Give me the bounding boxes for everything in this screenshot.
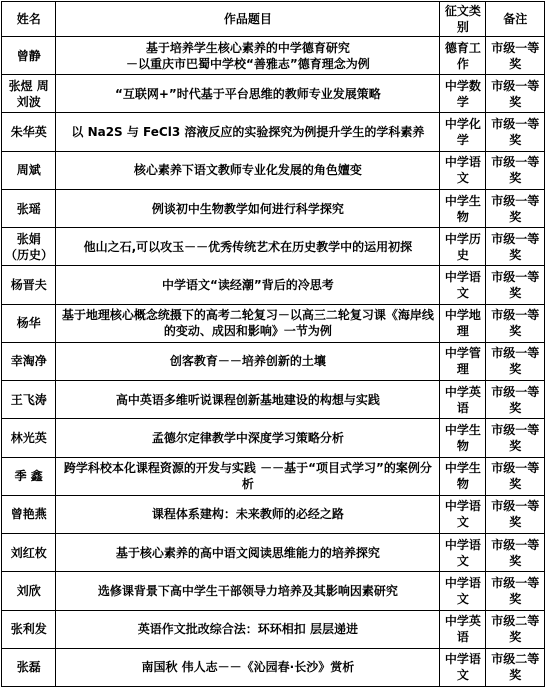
category-cell: 中学历史 [440,228,486,266]
header-row [2,2,545,37]
header-category: 征文类别 [440,2,486,37]
title-cell: 中学语文“读经潮”背后的冷思考 [56,266,440,304]
category-cell: 中学语文 [440,572,486,610]
author-cell: 季 鑫 [2,457,56,495]
award-cell: 市级一等奖 [486,381,545,419]
title-cell: 创客教育－－培养创新的土壤 [56,342,440,380]
table-row [2,189,545,227]
category-cell: 德育工作 [440,37,486,75]
author-cell: 王飞涛 [2,381,56,419]
category-cell: 中学语文 [440,648,486,686]
table-row [2,113,545,151]
author-cell: 张瑶 [2,189,56,227]
author-cell: 杨晋夫 [2,266,56,304]
author-cell: 杨华 [2,304,56,342]
author-cell: 刘红枚 [2,534,56,572]
award-cell: 市级一等奖 [486,189,545,227]
title-cell: 例谈初中生物教学如何进行科学探究 [56,189,440,227]
author-cell: 周斌 [2,151,56,189]
header-name: 姓名 [2,2,56,37]
table-row [2,304,545,342]
author-cell: 曾艳燕 [2,495,56,533]
title-cell: 孟德尔定律教学中深度学习策略分析 [56,419,440,457]
award-cell: 市级一等奖 [486,113,545,151]
award-cell: 市级一等奖 [486,572,545,610]
award-cell: 市级二等奖 [486,648,545,686]
category-cell: 中学地理 [440,304,486,342]
award-cell: 市级一等奖 [486,495,545,533]
title-cell: “互联网+”时代基于平台思维的教师专业发展策略 [56,75,440,113]
author-cell: 林光英 [2,419,56,457]
award-cell: 市级一等奖 [486,457,545,495]
header-title: 作品题目 [56,2,440,37]
table-row [2,495,545,533]
author-cell: 曾静 [2,37,56,75]
title-cell: 课程体系建构：未来教师的必经之路 [56,495,440,533]
author-cell: 张煜 周刘波 [2,75,56,113]
title-cell: 以 Na2S 与 FeCl3 溶液反应的实验探究为例提升学生的学科素养 [56,113,440,151]
title-cell: 跨学科校本化课程资源的开发与实践 －－基于“项目式学习”的案例分析 [56,457,440,495]
title-cell: 他山之石,可以攻玉－－优秀传统艺术在历史教学中的运用初探 [56,228,440,266]
category-cell: 中学语文 [440,151,486,189]
award-cell: 市级一等奖 [486,534,545,572]
title-cell: 基于地理核心概念统摄下的高考二轮复习－以高三二轮复习课《海岸线的变动、成因和影响》一节为例 [56,304,440,342]
category-cell: 中学英语 [440,381,486,419]
award-cell: 市级二等奖 [486,610,545,648]
table-row [2,572,545,610]
author-cell: 张磊 [2,648,56,686]
table-row [2,610,545,648]
author-cell: 张娟（历史） [2,228,56,266]
category-cell: 中学语文 [440,495,486,533]
table-row [2,419,545,457]
author-cell: 朱华英 [2,113,56,151]
award-cell: 市级一等奖 [486,228,545,266]
award-list-table [1,1,545,687]
category-cell: 中学生物 [440,189,486,227]
award-cell: 市级一等奖 [486,304,545,342]
author-cell: 张利发 [2,610,56,648]
table-row [2,37,545,75]
title-cell: 核心素养下语文教师专业化发展的角色嬗变 [56,151,440,189]
table-row [2,457,545,495]
table-row [2,75,545,113]
title-cell: 基于核心素养的高中语文阅读思维能力的培养探究 [56,534,440,572]
title-cell: 英语作文批改综合法：环环相扣 层层递进 [56,610,440,648]
header-award: 备注 [486,2,545,37]
author-cell: 刘欣 [2,572,56,610]
category-cell: 中学语文 [440,266,486,304]
award-cell: 市级一等奖 [486,75,545,113]
award-cell: 市级一等奖 [486,419,545,457]
category-cell: 中学生物 [440,457,486,495]
table-body [2,37,545,687]
award-cell: 市级一等奖 [486,266,545,304]
table-row [2,228,545,266]
table-row [2,534,545,572]
table-row [2,381,545,419]
award-cell: 市级一等奖 [486,37,545,75]
category-cell: 中学数学 [440,75,486,113]
category-cell: 中学化学 [440,113,486,151]
table-row [2,266,545,304]
title-cell: 高中英语多维听说课程创新基地建设的构想与实践 [56,381,440,419]
table-row [2,648,545,686]
category-cell: 中学生物 [440,419,486,457]
category-cell: 中学语文 [440,534,486,572]
title-cell: 南国秋 伟人志－－《沁园春·长沙》赏析 [56,648,440,686]
award-cell: 市级一等奖 [486,151,545,189]
category-cell: 中学英语 [440,610,486,648]
title-cell: 基于培养学生核心素养的中学德育研究 －以重庆市巴蜀中学校“善雅志”德育理念为例 [56,37,440,75]
table-row [2,342,545,380]
award-cell: 市级一等奖 [486,342,545,380]
title-cell: 选修课背景下高中学生干部领导力培养及其影响因素研究 [56,572,440,610]
table-row [2,151,545,189]
author-cell: 幸淘净 [2,342,56,380]
category-cell: 中学管理 [440,342,486,380]
